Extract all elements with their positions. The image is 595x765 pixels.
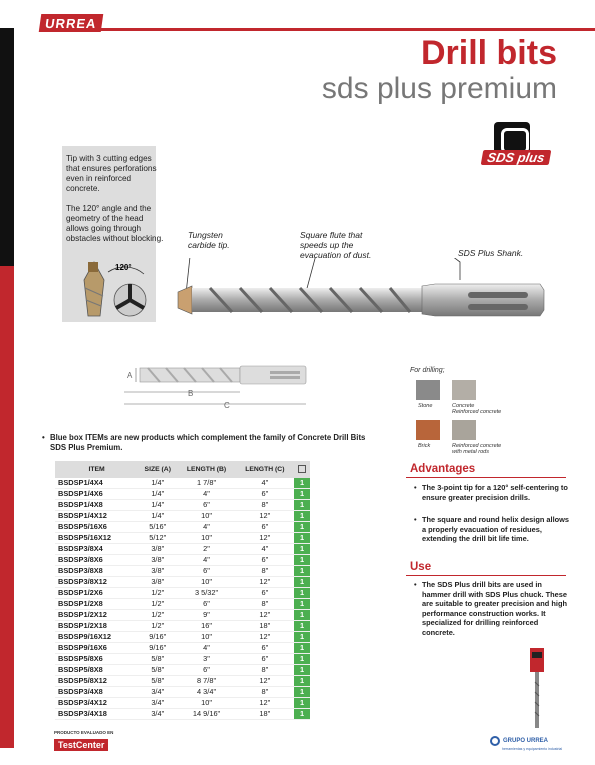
cell-qty: 1	[294, 676, 310, 687]
cell-length-b: 10"	[177, 511, 235, 522]
table-row	[55, 522, 310, 533]
cell-item: BSDSP1/2X8	[55, 599, 138, 610]
dim-c-label: C	[224, 401, 230, 410]
intro-note: • Blue box ITEMs are new products which complement the family of Concrete Drill Bits SDS Plus Premium.	[50, 433, 370, 453]
cell-length-c: 8"	[236, 566, 294, 577]
cell-length-b: 6"	[177, 566, 235, 577]
for-drilling-heading: For drilling;	[410, 367, 445, 374]
cell-length-b: 6"	[177, 500, 235, 511]
cell-size: 3/8"	[138, 577, 177, 588]
advantage-item-2: • The square and round helix design allows a properly evacuation of residues, extending the drill bit life time.	[422, 515, 572, 544]
header-box	[294, 461, 310, 478]
cell-length-c: 6"	[236, 489, 294, 500]
concrete-label: Concrete Reinforced concrete	[452, 403, 502, 415]
cell-qty: 1	[294, 610, 310, 621]
drill-tip-illustration	[70, 258, 154, 320]
cell-qty: 1	[294, 489, 310, 500]
concrete-icon	[452, 380, 476, 400]
cell-item: BSDSP1/4X12	[55, 511, 138, 522]
cell-item: BSDSP1/4X8	[55, 500, 138, 511]
table-row	[55, 511, 310, 522]
table-row	[55, 698, 310, 709]
cell-length-b: 4"	[177, 555, 235, 566]
cell-length-c: 12"	[236, 632, 294, 643]
sidebar-black-band	[0, 28, 14, 266]
table-row	[55, 599, 310, 610]
cell-item: BSDSP1/2X18	[55, 621, 138, 632]
cell-qty: 1	[294, 522, 310, 533]
cell-length-c: 4"	[236, 478, 294, 489]
stone-icon	[416, 380, 440, 400]
cell-length-b: 2"	[177, 544, 235, 555]
cell-qty: 1	[294, 687, 310, 698]
cell-qty: 1	[294, 643, 310, 654]
cell-qty: 1	[294, 566, 310, 577]
cell-item: BSDSP3/8X12	[55, 577, 138, 588]
cell-length-c: 12"	[236, 577, 294, 588]
cell-length-c: 18"	[236, 621, 294, 632]
cell-size: 1/2"	[138, 621, 177, 632]
cell-size: 3/4"	[138, 709, 177, 720]
grupo-globe-icon	[490, 736, 500, 746]
table-row	[55, 709, 310, 720]
cell-qty: 1	[294, 555, 310, 566]
cell-qty: 1	[294, 478, 310, 489]
cell-size: 5/8"	[138, 676, 177, 687]
cell-size: 3/4"	[138, 698, 177, 709]
cell-qty: 1	[294, 533, 310, 544]
cell-qty: 1	[294, 665, 310, 676]
package-image	[528, 648, 546, 730]
cell-length-c: 12"	[236, 676, 294, 687]
cell-length-b: 10"	[177, 698, 235, 709]
header-size: SIZE (A)	[138, 461, 177, 478]
cell-length-b: 6"	[177, 599, 235, 610]
callout-flute: Square flute that speeds up the evacuation of dust.	[300, 230, 372, 260]
cell-size: 3/8"	[138, 566, 177, 577]
cell-size: 9/16"	[138, 643, 177, 654]
sidebar-red-band	[0, 266, 14, 748]
cell-size: 5/12"	[138, 533, 177, 544]
table-row	[55, 588, 310, 599]
page-subtitle: sds plus premium	[321, 72, 557, 105]
cell-item: BSDSP1/2X6	[55, 588, 138, 599]
cell-length-c: 8"	[236, 665, 294, 676]
cell-length-b: 10"	[177, 632, 235, 643]
cell-item: BSDSP5/8X12	[55, 676, 138, 687]
tip-text-1: Tip with 3 cutting edges that ensures perforations even in reinforced concrete.	[66, 154, 157, 193]
box-icon	[298, 465, 306, 473]
cell-item: BSDSP9/16X12	[55, 632, 138, 643]
table-row	[55, 533, 310, 544]
cell-length-c: 6"	[236, 588, 294, 599]
cell-item: BSDSP3/4X18	[55, 709, 138, 720]
cell-size: 1/2"	[138, 610, 177, 621]
brick-icon	[416, 420, 440, 440]
cell-length-c: 6"	[236, 654, 294, 665]
table-row	[55, 676, 310, 687]
cell-length-c: 12"	[236, 698, 294, 709]
cell-length-b: 4"	[177, 522, 235, 533]
use-item-1: • The SDS Plus drill bits are used in hammer drill with SDS Plus chuck. These are suitable to greater precision and high performance construction works. It specialized for drilling reinforced concrete.	[422, 580, 572, 637]
brick-label: Brick	[418, 443, 431, 449]
cell-length-b: 10"	[177, 533, 235, 544]
cell-length-c: 18"	[236, 709, 294, 720]
cell-size: 5/8"	[138, 654, 177, 665]
use-title: Use	[410, 561, 432, 573]
cell-length-b: 1 7/8"	[177, 478, 235, 489]
cell-length-b: 4"	[177, 643, 235, 654]
cell-size: 9/16"	[138, 632, 177, 643]
cell-length-b: 10"	[177, 577, 235, 588]
angle-label: 120°	[115, 263, 132, 272]
cell-length-c: 8"	[236, 687, 294, 698]
table-row	[55, 500, 310, 511]
table-row	[55, 687, 310, 698]
cell-length-c: 6"	[236, 643, 294, 654]
callout-shank: SDS Plus Shank.	[458, 248, 524, 258]
table-header-row	[55, 461, 310, 478]
cell-size: 5/8"	[138, 665, 177, 676]
cell-length-b: 9"	[177, 610, 235, 621]
cell-qty: 1	[294, 544, 310, 555]
tip-text-2: The 120° angle and the geometry of the head allows going through obstacles without blocking.	[66, 204, 164, 243]
cell-size: 1/2"	[138, 599, 177, 610]
test-center-badge	[54, 730, 113, 753]
cell-item: BSDSP3/8X4	[55, 544, 138, 555]
cell-length-c: 8"	[236, 500, 294, 511]
cell-qty: 1	[294, 511, 310, 522]
cell-size: 1/2"	[138, 588, 177, 599]
page-title: Drill bits	[420, 34, 557, 72]
cell-length-b: 6"	[177, 665, 235, 676]
cell-size: 1/4"	[138, 511, 177, 522]
cell-item: BSDSP1/4X6	[55, 489, 138, 500]
cell-item: BSDSP3/4X8	[55, 687, 138, 698]
cell-length-c: 12"	[236, 511, 294, 522]
cell-size: 1/4"	[138, 500, 177, 511]
dim-a-label: A	[127, 371, 133, 380]
header-item: ITEM	[55, 461, 138, 478]
table-row	[55, 621, 310, 632]
sds-plus-badge	[482, 122, 550, 168]
cell-item: BSDSP9/16X6	[55, 643, 138, 654]
cell-size: 3/8"	[138, 544, 177, 555]
cell-item: BSDSP3/8X8	[55, 566, 138, 577]
table-row	[55, 577, 310, 588]
table-body	[55, 478, 310, 720]
cell-length-b: 16"	[177, 621, 235, 632]
cell-qty: 1	[294, 709, 310, 720]
product-table	[55, 461, 310, 720]
cell-item: BSDSP5/8X6	[55, 654, 138, 665]
cell-item: BSDSP3/4X12	[55, 698, 138, 709]
cell-length-c: 6"	[236, 555, 294, 566]
use-rule	[406, 575, 566, 576]
cell-length-b: 4"	[177, 489, 235, 500]
cell-length-c: 6"	[236, 522, 294, 533]
cell-item: BSDSP3/8X6	[55, 555, 138, 566]
cell-item: BSDSP5/16X12	[55, 533, 138, 544]
table-row	[55, 489, 310, 500]
cell-qty: 1	[294, 621, 310, 632]
dim-b-label: B	[188, 389, 194, 398]
table-row	[55, 665, 310, 676]
table-row	[55, 544, 310, 555]
urrea-logo: URREA	[39, 14, 104, 32]
sds-plus-label: SDS plus	[481, 150, 552, 165]
cell-qty: 1	[294, 577, 310, 588]
drill-bit-illustration	[170, 258, 550, 348]
reinforced-concrete-icon	[452, 420, 476, 440]
reinforced-concrete-label: Reinforced concrete with metal rods	[452, 443, 502, 455]
advantages-title: Advantages	[410, 463, 476, 475]
callout-tungsten: Tungsten carbide tip.	[188, 230, 230, 250]
cell-size: 1/4"	[138, 478, 177, 489]
cell-qty: 1	[294, 698, 310, 709]
cell-item: BSDSP5/16X6	[55, 522, 138, 533]
table-row	[55, 478, 310, 489]
dimension-diagram	[120, 364, 320, 414]
cell-length-c: 12"	[236, 610, 294, 621]
stone-label: Stone	[418, 403, 433, 409]
grupo-tagline: herramientas y equipamiento industrial	[502, 747, 563, 751]
cell-length-b: 14 9/16"	[177, 709, 235, 720]
cell-length-c: 8"	[236, 599, 294, 610]
cell-length-b: 8 7/8"	[177, 676, 235, 687]
tc-caption: PRODUCTO EVALUADO EN	[54, 730, 114, 735]
cell-size: 3/8"	[138, 555, 177, 566]
cell-length-c: 4"	[236, 544, 294, 555]
advantage-item-1: • The 3-point tip for a 120° self-centering to ensure greater precision drills.	[422, 483, 572, 502]
cell-size: 3/4"	[138, 687, 177, 698]
grupo-name: GRUPO URREA	[503, 738, 549, 744]
cell-length-b: 3 5/32"	[177, 588, 235, 599]
cell-qty: 1	[294, 632, 310, 643]
header-length-c: LENGTH (C)	[236, 461, 294, 478]
cell-length-b: 4 3/4"	[177, 687, 235, 698]
header-rule	[100, 28, 595, 31]
table-row	[55, 610, 310, 621]
table-row	[55, 643, 310, 654]
test-center-logo: TestCenter	[54, 739, 108, 751]
header-length-b: LENGTH (B)	[177, 461, 235, 478]
table-row	[55, 555, 310, 566]
cell-qty: 1	[294, 654, 310, 665]
cell-size: 1/4"	[138, 489, 177, 500]
table-row	[55, 566, 310, 577]
cell-length-b: 3"	[177, 654, 235, 665]
advantages-rule	[406, 477, 566, 478]
cell-item: BSDSP1/4X4	[55, 478, 138, 489]
cell-item: BSDSP5/8X8	[55, 665, 138, 676]
cell-size: 5/16"	[138, 522, 177, 533]
grupo-urrea-logo	[490, 736, 548, 746]
table-row	[55, 632, 310, 643]
table-row	[55, 654, 310, 665]
cell-qty: 1	[294, 588, 310, 599]
cell-length-c: 12"	[236, 533, 294, 544]
cell-qty: 1	[294, 500, 310, 511]
cell-item: BSDSP1/2X12	[55, 610, 138, 621]
cell-qty: 1	[294, 599, 310, 610]
